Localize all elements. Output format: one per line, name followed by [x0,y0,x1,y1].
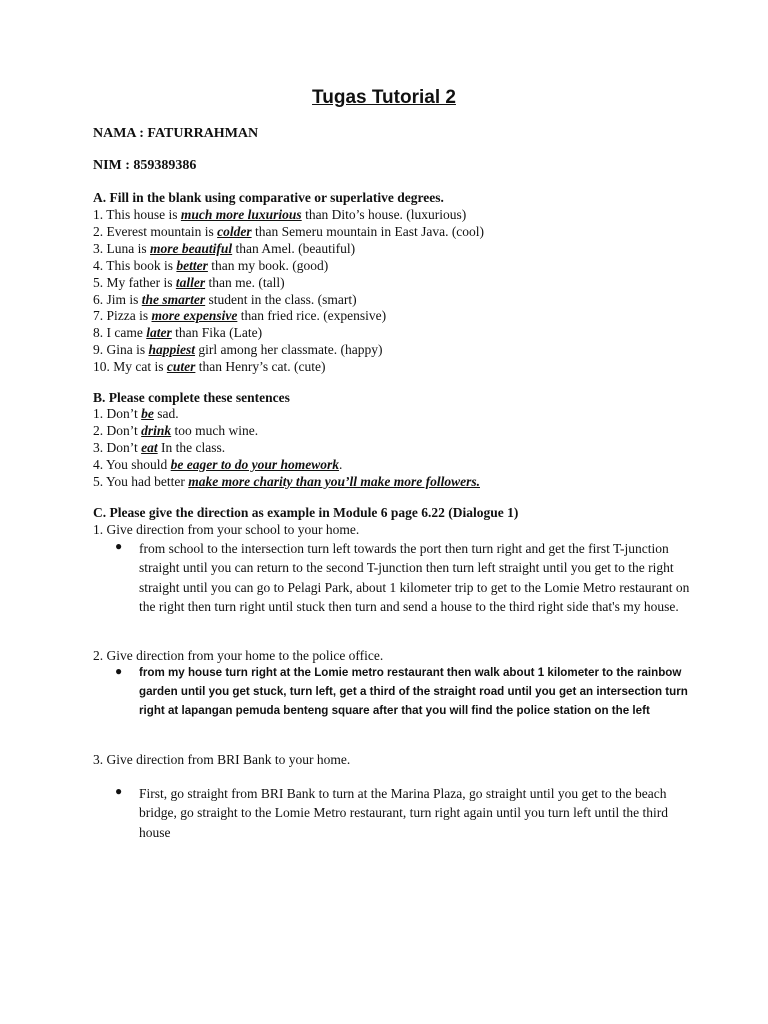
section-a-item-answer: more expensive [151,308,238,324]
bullet-icon: ● [115,539,123,553]
section-a-item-answer: taller [175,274,206,290]
section-a-item [93,275,285,291]
section-a-item-answer: the smarter [141,291,206,307]
section-a-item-rest: than fried rice. (expensive) [237,308,387,324]
section-c-heading: C. Please give the direction as example in Module 6 page 6.22 (Dialogue 1) [93,505,519,520]
section-a-item-rest: than Dito’s house. (luxurious) [301,207,467,222]
section-a-heading: A. Fill in the blank using comparative or superlative degrees. [93,190,444,205]
section-a-item-rest: than Fika (Late) [171,325,263,341]
section-a-item-text: 9. Gina is [93,342,149,358]
section-b-item-text: 1. Don’t [93,406,142,421]
student-nim: NIM : 859389386 [93,158,197,173]
section-a-item [93,308,386,324]
section-a-item-text: 10. My cat is [93,359,167,375]
section-a-item-rest: than Semeru mountain in East Java. (cool) [251,223,485,239]
section-a-item-text: 2. Everest mountain is [93,223,218,239]
section-a-item-text: 4. This book is [93,257,177,273]
section-a-item-text: 6. Jim is [93,291,142,307]
bullet-icon: ● [115,784,123,798]
section-a-item [93,292,357,308]
section-a-item [93,325,262,341]
section-a-item-answer: later [146,325,172,341]
section-b-item [93,474,480,490]
section-b-item-text: 2. Don’t [93,422,142,438]
section-b-item-rest: too much wine. [171,422,259,438]
student-name: NAMA : FATURRAHMAN [93,126,259,141]
section-a-item-answer: more beautiful [150,240,233,256]
bullet-icon: ● [115,664,123,678]
section-a-item-answer: much more luxurious [180,207,302,222]
answer-1-text: from school to the intersection turn left towards the port then turn right and get the first T-junction straight until you can return to the second T-junction then turn left straight until you get to the right straight until you can go to Pelagi Park, about 1 kilometer trip to get to the Lomie Metro restaurant on the right then turn right until stuck then turn and send a house to the third right side that's my house. [139,541,690,614]
section-a-item [93,258,328,274]
section-a-item [93,207,466,223]
section-b-item-rest: sad. [153,406,179,421]
section-a-item-answer: colder [217,223,252,239]
section-a-item-answer: cuter [166,359,196,375]
answer-3-text: First, go straight from BRI Bank to turn at the Marina Plaza, go straight until you get to the beach bridge, go straight to the Lomie Metro restaurant, turn right again until you turn left until the third house [139,786,669,840]
section-a-item-text: 7. Pizza is [93,308,152,324]
section-b-item [93,457,342,473]
answer-2-text: from my house turn right at the Lomie metro restaurant then walk about 1 kilometer to the rainbow garden until you get stuck, turn left, get a third of the straight road until you get an intersection turn right at lapangan pemuda benteng square after that you will find the police station on the left [139,666,688,717]
section-a-item-rest: student in the class. (smart) [205,291,357,307]
section-b-item-rest: In the class. [157,439,226,455]
section-a-item-rest: than my book. (good) [207,257,329,273]
section-b-item-answer: eat [141,439,158,455]
section-a-item-rest: than Amel. (beautiful) [232,240,356,256]
section-a-item-answer: happiest [148,342,196,358]
section-a-item-text: 5. My father is [93,274,176,290]
question-2: 2. Give direction from your home to the police office. [93,648,384,663]
section-b-item-rest: . [339,456,343,472]
section-a-item [93,359,325,375]
document-title: Tugas Tutorial 2 [312,87,456,108]
section-b-item-answer: be [141,406,154,421]
section-b-item-text: 5. You had better [93,473,189,489]
section-b-item-answer: be eager to do your homework [170,456,340,472]
section-b-item [93,423,258,439]
section-a-item-answer: better [176,257,208,273]
section-a-item [93,342,382,358]
section-b-item-answer: make more charity than you’ll make more followers. [188,473,480,489]
section-b-item-answer: drink [141,422,172,438]
section-b-item-text: 3. Don’t [93,439,142,455]
section-a-item [93,224,484,240]
section-a-item-rest: than me. (tall) [205,274,285,290]
section-a-item-text: 8. I came [93,325,147,341]
section-a-item-text: 1. This house is [93,207,181,222]
question-3: 3. Give direction from BRI Bank to your home. [93,752,351,767]
question-1: 1. Give direction from your school to your home. [93,522,360,537]
section-a-item-rest: than Henry’s cat. (cute) [195,359,326,375]
section-a-item-text: 3. Luna is [93,240,150,256]
section-b-heading: B. Please complete these sentences [93,390,290,405]
section-a-item [93,241,355,257]
section-b-item [93,440,225,456]
section-b-item [93,406,179,422]
section-b-item-text: 4. You should [93,456,171,472]
section-a-item-rest: girl among her classmate. (happy) [195,342,383,358]
